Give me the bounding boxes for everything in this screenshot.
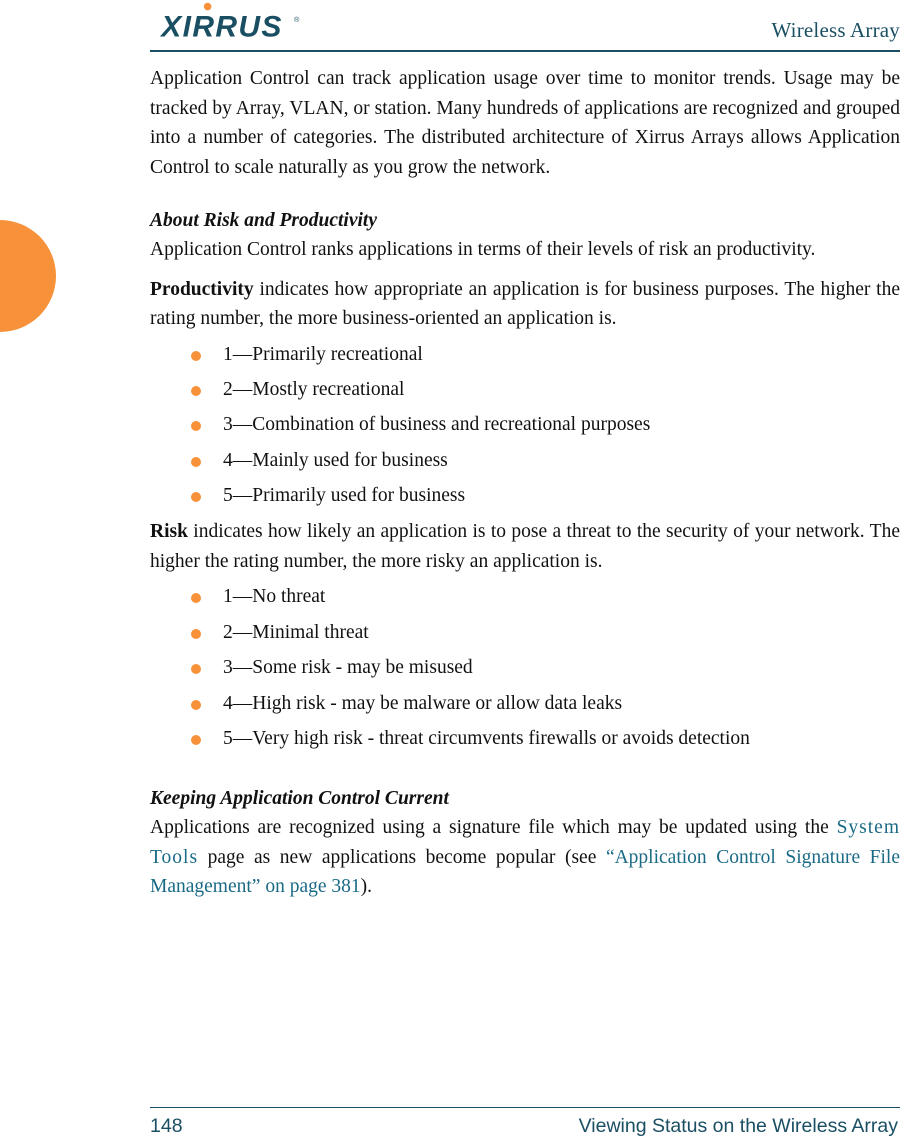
bullet-icon: [191, 421, 201, 431]
risk-term: Risk: [150, 521, 188, 543]
system-tools-link[interactable]: System Tools: [150, 817, 900, 868]
risk-list: [150, 583, 900, 760]
page-number: 148: [150, 1115, 183, 1137]
signature-file-link[interactable]: “Application Control Signature File Management” on page 381: [150, 846, 901, 898]
current-section-paragraph: Applications are recognized using a signature file which may be updated using the System Tools page as new applications become popular (see “Application Control Signature File Management” on page 381).: [150, 817, 901, 898]
productivity-paragraph: [150, 275, 900, 334]
bullet-icon: [191, 492, 201, 502]
bullet-icon: [191, 735, 201, 745]
page-footer: [150, 1107, 900, 1137]
list-item: 2—Minimal threat: [150, 619, 900, 654]
bullet-icon: [191, 700, 201, 710]
bullet-icon: [191, 386, 201, 396]
list-item: 3—Combination of business and recreational purposes: [150, 411, 900, 446]
productivity-description: indicates how appropriate an application is for business purposes. The higher the rating number, the more business-oriented an application is.: [150, 278, 900, 329]
productivity-term: Productivity: [150, 278, 254, 300]
risk-paragraph: [150, 517, 900, 576]
svg-text:XIRRUS: XIRRUS: [161, 10, 283, 42]
list-item: 4—High risk - may be malware or allow data leaks: [150, 690, 900, 725]
list-item: 5—Very high risk - threat circumvents firewalls or avoids detection: [150, 725, 900, 760]
header-title: Wireless Array: [771, 18, 900, 42]
risk-section-intro: Application Control ranks applications in terms of their levels of risk an productivity.: [150, 239, 816, 260]
risk-section-heading: About Risk and Productivity: [150, 210, 377, 231]
chapter-tab-marker: [0, 220, 56, 332]
list-item: 1—No threat: [150, 583, 900, 618]
svg-text:®: ®: [294, 15, 300, 24]
list-item: 1—Primarily recreational: [150, 341, 900, 376]
footer-title: Viewing Status on the Wireless Array: [578, 1115, 898, 1137]
productivity-list: [150, 341, 900, 518]
page-content: [150, 64, 900, 902]
intro-paragraph: Application Control can track application usage over time to monitor trends. Usage may be tracked by Array, VLAN, or station. Many hundreds of applications are recognized and grouped into a number of categories. The distributed architecture of Xirrus Arrays allows Application Control to scale naturally as you grow the network.: [150, 68, 900, 178]
current-section-heading: Keeping Application Control Current: [150, 788, 449, 810]
bullet-icon: [191, 351, 201, 361]
list-item: 5—Primarily used for business: [150, 482, 900, 517]
list-item: 4—Mainly used for business: [150, 447, 900, 482]
list-item: 2—Mostly recreational: [150, 376, 900, 411]
xirrus-logo: [154, 2, 314, 42]
page-header: [150, 0, 900, 52]
bullet-icon: [191, 664, 201, 674]
list-item: 3—Some risk - may be misused: [150, 654, 900, 689]
bullet-icon: [191, 629, 201, 639]
bullet-icon: [191, 457, 201, 467]
risk-description: indicates how likely an application is to pose a threat to the security of your network. The higher the rating number, the more risky an application is.: [150, 521, 900, 572]
bullet-icon: [191, 593, 201, 603]
